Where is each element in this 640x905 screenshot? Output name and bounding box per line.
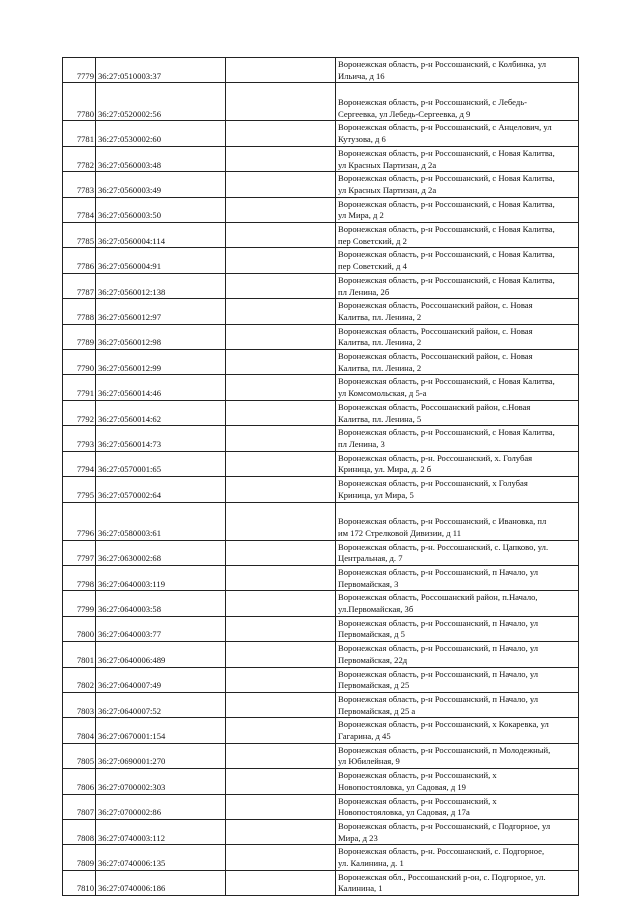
table-row — [63, 400, 579, 425]
row-number-cell: 7793 — [63, 426, 96, 451]
address-cell — [336, 121, 579, 146]
address-line: Ильича, д 16 — [338, 70, 385, 81]
address-cell — [336, 794, 579, 819]
address-line: ул.Первомайская, 3б — [338, 604, 414, 615]
address-line: Центральная, д. 7 — [338, 553, 403, 564]
row-number-cell: 7806 — [63, 769, 96, 794]
table-row — [63, 870, 579, 895]
empty-cell — [226, 426, 336, 451]
table-row — [63, 121, 579, 146]
row-number-cell: 7798 — [63, 565, 96, 590]
address-line: Воронежская область, р-н Россошанский, с Новая Калитва, — [338, 249, 555, 260]
cadastral-number-cell: 36:27:0560003:49 — [96, 172, 226, 197]
row-number-cell: 7802 — [63, 667, 96, 692]
cadastral-number-cell: 36:27:0520002:56 — [96, 83, 226, 121]
cadastral-number-cell: 36:27:0640007:49 — [96, 667, 226, 692]
address-cell — [336, 324, 579, 349]
address-cell — [336, 426, 579, 451]
address-line: Воронежская область, р-н Россошанский, с Новая Калитва, — [338, 173, 555, 184]
address-cell — [336, 642, 579, 667]
table-row — [63, 591, 579, 616]
empty-cell — [226, 146, 336, 171]
table-row — [63, 642, 579, 667]
address-line: ул. Калинина, д. 1 — [338, 858, 404, 869]
row-number-cell: 7809 — [63, 845, 96, 870]
address-line: ул Комсомольская, д 5-а — [338, 388, 427, 399]
cadastral-number-cell: 36:27:0640003:58 — [96, 591, 226, 616]
cadastral-number-cell: 36:27:0700002:86 — [96, 794, 226, 819]
cadastral-number-cell: 36:27:0560012:138 — [96, 273, 226, 298]
row-number-cell: 7781 — [63, 121, 96, 146]
address-line: Воронежская область, р-н Россошанский, с Новая Калитва, — [338, 224, 555, 235]
empty-cell — [226, 642, 336, 667]
address-cell — [336, 477, 579, 502]
table-row — [63, 146, 579, 171]
address-cell — [336, 223, 579, 248]
empty-cell — [226, 451, 336, 476]
address-cell — [336, 273, 579, 298]
empty-cell — [226, 350, 336, 375]
cadastral-number-cell: 36:27:0640003:119 — [96, 565, 226, 590]
address-line: Воронежская область, Россошанский район, п.Начало, — [338, 592, 538, 603]
row-number-cell: 7794 — [63, 451, 96, 476]
empty-cell — [226, 870, 336, 895]
cadastral-number-cell: 36:27:0740006:135 — [96, 845, 226, 870]
address-line: Воронежская область, р-н. Россошанский, с. Подгорное, — [338, 846, 545, 857]
address-line: Первомайская, д 5 — [338, 629, 405, 640]
address-line: им 172 Стрелковой Дивизии, д 11 — [338, 527, 461, 538]
cadastral-number-cell: 36:27:0570001:65 — [96, 451, 226, 476]
address-line: Первомайская, 3 — [338, 578, 399, 589]
row-number-cell: 7780 — [63, 83, 96, 121]
empty-cell — [226, 121, 336, 146]
table-row — [63, 502, 579, 540]
row-number-cell: 7792 — [63, 400, 96, 425]
address-line: Воронежская область, р-н Россошанский, п Начало, ул — [338, 668, 539, 679]
table-row — [63, 83, 579, 121]
table-row — [63, 477, 579, 502]
empty-cell — [226, 794, 336, 819]
empty-cell — [226, 83, 336, 121]
row-number-cell: 7804 — [63, 718, 96, 743]
cadastral-number-cell: 36:27:0560004:114 — [96, 223, 226, 248]
row-number-cell: 7808 — [63, 819, 96, 844]
address-line: ул Красных Партизан, д 2а — [338, 159, 437, 170]
address-cell — [336, 58, 579, 83]
row-number-cell: 7807 — [63, 794, 96, 819]
address-line: Воронежская область, р-н Россошанский, п Начало, ул — [338, 617, 539, 628]
empty-cell — [226, 718, 336, 743]
address-line: ул Красных Партизан, д 2а — [338, 184, 437, 195]
cadastral-number-cell: 36:27:0580003:61 — [96, 502, 226, 540]
address-cell — [336, 667, 579, 692]
cadastral-number-cell: 36:27:0640003:77 — [96, 616, 226, 641]
row-number-cell: 7796 — [63, 502, 96, 540]
cadastral-number-cell: 36:27:0560014:73 — [96, 426, 226, 451]
table-row — [63, 845, 579, 870]
address-line: Новопостояловка, ул Садовая, д 17а — [338, 807, 470, 818]
cadastral-number-cell: 36:27:0560003:50 — [96, 197, 226, 222]
empty-cell — [226, 667, 336, 692]
row-number-cell: 7791 — [63, 375, 96, 400]
address-line: Первомайская, 22д — [338, 654, 408, 665]
address-line: пер Советский, д 4 — [338, 261, 407, 272]
address-line: Воронежская область, р-н. Россошанский, х. Голубая — [338, 452, 533, 463]
cadastral-number-cell: 36:27:0740006:186 — [96, 870, 226, 895]
empty-cell — [226, 591, 336, 616]
empty-cell — [226, 477, 336, 502]
cadastral-number-cell: 36:27:0560012:98 — [96, 324, 226, 349]
row-number-cell: 7782 — [63, 146, 96, 171]
table-row — [63, 426, 579, 451]
row-number-cell: 7803 — [63, 692, 96, 717]
address-cell — [336, 692, 579, 717]
address-line: Новопостояловка, ул Садовая, д 19 — [338, 781, 466, 792]
address-line: Воронежская область, Россошанский район, с.Новая — [338, 401, 531, 412]
table-row — [63, 172, 579, 197]
table-row — [63, 223, 579, 248]
row-number-cell: 7789 — [63, 324, 96, 349]
address-cell — [336, 502, 579, 540]
row-number-cell: 7800 — [63, 616, 96, 641]
table-row — [63, 667, 579, 692]
address-line: Воронежская область, р-н Россошанский, х Кокаревка, ул — [338, 719, 549, 730]
address-line: Калитва, пл. Ленина, 2 — [338, 362, 422, 373]
empty-cell — [226, 565, 336, 590]
cadastral-number-cell: 36:27:0560014:62 — [96, 400, 226, 425]
address-cell — [336, 248, 579, 273]
address-cell — [336, 743, 579, 768]
address-line: Воронежская область, Россошанский район, с. Новая — [338, 325, 533, 336]
address-cell — [336, 83, 579, 121]
cadastral-number-cell: 36:27:0640006:489 — [96, 642, 226, 667]
address-cell — [336, 819, 579, 844]
address-line: ул Мира, д 2 — [338, 210, 384, 221]
row-number-cell: 7779 — [63, 58, 96, 83]
empty-cell — [226, 743, 336, 768]
address-line: Воронежская область, р-н Россошанский, х — [338, 770, 497, 781]
address-cell — [336, 197, 579, 222]
address-line: Воронежская область, р-н Россошанский, с Ивановка, пл — [338, 516, 547, 527]
table-row — [63, 375, 579, 400]
cadastral-number-cell: 36:27:0560003:48 — [96, 146, 226, 171]
table-row — [63, 273, 579, 298]
table-row — [63, 58, 579, 83]
cadastral-number-cell: 36:27:0560012:99 — [96, 350, 226, 375]
row-number-cell: 7787 — [63, 273, 96, 298]
row-number-cell: 7801 — [63, 642, 96, 667]
empty-cell — [226, 375, 336, 400]
empty-cell — [226, 197, 336, 222]
address-line: Первомайская, д 25 — [338, 680, 410, 691]
address-cell — [336, 591, 579, 616]
cadastral-number-cell: 36:27:0670001:154 — [96, 718, 226, 743]
table-row — [63, 769, 579, 794]
row-number-cell: 7799 — [63, 591, 96, 616]
address-cell — [336, 299, 579, 324]
address-line: Воронежская область, р-н Россошанский, с Лебедь- — [338, 97, 528, 107]
row-number-cell: 7785 — [63, 223, 96, 248]
address-cell — [336, 616, 579, 641]
empty-cell — [226, 769, 336, 794]
cadastral-number-cell: 36:27:0530002:60 — [96, 121, 226, 146]
row-number-cell: 7790 — [63, 350, 96, 375]
address-line: Воронежская область, р-н Россошанский, с Новая Калитва, — [338, 198, 555, 209]
address-line: Воронежская область, р-н Россошанский, с Колбинка, ул — [338, 59, 547, 69]
empty-cell — [226, 299, 336, 324]
cadastral-number-cell: 36:27:0630002:68 — [96, 540, 226, 565]
empty-cell — [226, 248, 336, 273]
cadastral-number-cell: 36:27:0690001:270 — [96, 743, 226, 768]
address-line: Воронежская область, р-н. Россошанский, с. Цапково, ул. — [338, 541, 549, 552]
address-line: пл Ленина, 2б — [338, 286, 390, 297]
address-line: Воронежская область, р-н Россошанский, х — [338, 795, 497, 806]
address-line: Первомайская, д 25 а — [338, 705, 416, 716]
cadastral-number-cell: 36:27:0560014:46 — [96, 375, 226, 400]
table-row — [63, 324, 579, 349]
address-line: Воронежская область, р-н Россошанский, п Молодежный, — [338, 744, 551, 755]
address-cell — [336, 718, 579, 743]
empty-cell — [226, 819, 336, 844]
address-line: Воронежская область, Россошанский район, с. Новая — [338, 351, 533, 362]
address-line: Калитва, пл. Ленина, 2 — [338, 337, 422, 348]
empty-cell — [226, 845, 336, 870]
row-number-cell: 7805 — [63, 743, 96, 768]
address-line: Калинина, 1 — [338, 883, 383, 894]
address-line: Воронежская область, Россошанский район, с. Новая — [338, 300, 533, 311]
address-cell — [336, 540, 579, 565]
address-cell — [336, 565, 579, 590]
cadastral-number-cell: 36:27:0560012:97 — [96, 299, 226, 324]
table-row — [63, 819, 579, 844]
address-cell — [336, 350, 579, 375]
empty-cell — [226, 616, 336, 641]
address-line: Сергеевка, ул Лебедь-Сергеевка, д 9 — [338, 108, 471, 119]
address-line: ул Юбилейная, 9 — [338, 756, 400, 767]
address-cell — [336, 451, 579, 476]
address-line: Воронежская область, р-н Россошанский, х Голубая — [338, 478, 528, 489]
cadastral-number-cell: 36:27:0510003:37 — [96, 58, 226, 83]
row-number-cell: 7784 — [63, 197, 96, 222]
table-row — [63, 718, 579, 743]
table-row — [63, 299, 579, 324]
address-line: Криница, ул. Мира, д. 2 б — [338, 464, 432, 475]
address-cell — [336, 870, 579, 895]
table-row — [63, 350, 579, 375]
table-row — [63, 616, 579, 641]
table-row — [63, 794, 579, 819]
register-table-body — [63, 58, 579, 896]
address-line: Воронежская область, р-н Россошанский, с Новая Калитва, — [338, 147, 555, 158]
address-cell — [336, 146, 579, 171]
row-number-cell: 7795 — [63, 477, 96, 502]
address-line: Воронежская область, р-н Россошанский, с Анцелович, ул — [338, 122, 552, 133]
table-row — [63, 743, 579, 768]
address-line: Воронежская область, р-н Россошанский, с Новая Калитва, — [338, 274, 555, 285]
address-cell — [336, 375, 579, 400]
table-row — [63, 248, 579, 273]
address-cell — [336, 400, 579, 425]
cadastral-number-cell: 36:27:0640007:52 — [96, 692, 226, 717]
address-line: Воронежская область, р-н Россошанский, с Новая Калитва, — [338, 427, 555, 438]
address-cell — [336, 172, 579, 197]
address-cell — [336, 845, 579, 870]
address-line: Воронежская область, р-н Россошанский, с Подгорное, ул — [338, 820, 551, 831]
empty-cell — [226, 400, 336, 425]
address-line: пл Ленина, 3 — [338, 438, 385, 449]
empty-cell — [226, 273, 336, 298]
table-row — [63, 692, 579, 717]
property-register-table — [62, 57, 579, 896]
row-number-cell: 7810 — [63, 870, 96, 895]
row-number-cell: 7797 — [63, 540, 96, 565]
address-line: Воронежская область, р-н Россошанский, п Начало, ул — [338, 566, 539, 577]
address-line: Мира, д 23 — [338, 832, 378, 843]
table-row — [63, 197, 579, 222]
row-number-cell: 7788 — [63, 299, 96, 324]
table-row — [63, 565, 579, 590]
empty-cell — [226, 324, 336, 349]
row-number-cell: 7786 — [63, 248, 96, 273]
address-line: Криница, ул Мира, 5 — [338, 489, 414, 500]
row-number-cell: 7783 — [63, 172, 96, 197]
cadastral-number-cell: 36:27:0570002:64 — [96, 477, 226, 502]
empty-cell — [226, 692, 336, 717]
address-line: Воронежская область, р-н Россошанский, п Начало, ул — [338, 693, 539, 704]
address-cell — [336, 769, 579, 794]
table-row — [63, 451, 579, 476]
empty-cell — [226, 540, 336, 565]
address-line: Воронежская обл., Россошанский р-он, с. Подгорное, ул. — [338, 871, 546, 882]
address-line: Воронежская область, р-н Россошанский, п Начало, ул — [338, 643, 539, 654]
empty-cell — [226, 502, 336, 540]
address-line: Гагарина, д 45 — [338, 731, 391, 742]
address-line: Калитва, пл. Ленина, 5 — [338, 413, 422, 424]
empty-cell — [226, 172, 336, 197]
address-line: Воронежская область, р-н Россошанский, с Новая Калитва, — [338, 376, 555, 387]
cadastral-number-cell: 36:27:0560004:91 — [96, 248, 226, 273]
empty-cell — [226, 223, 336, 248]
address-line: пер Советский, д 2 — [338, 235, 407, 246]
address-line: Кутузова, д 6 — [338, 134, 386, 145]
table-row — [63, 540, 579, 565]
cadastral-number-cell: 36:27:0740003:112 — [96, 819, 226, 844]
address-line: Калитва, пл. Ленина, 2 — [338, 311, 422, 322]
empty-cell — [226, 58, 336, 83]
cadastral-number-cell: 36:27:0700002:303 — [96, 769, 226, 794]
